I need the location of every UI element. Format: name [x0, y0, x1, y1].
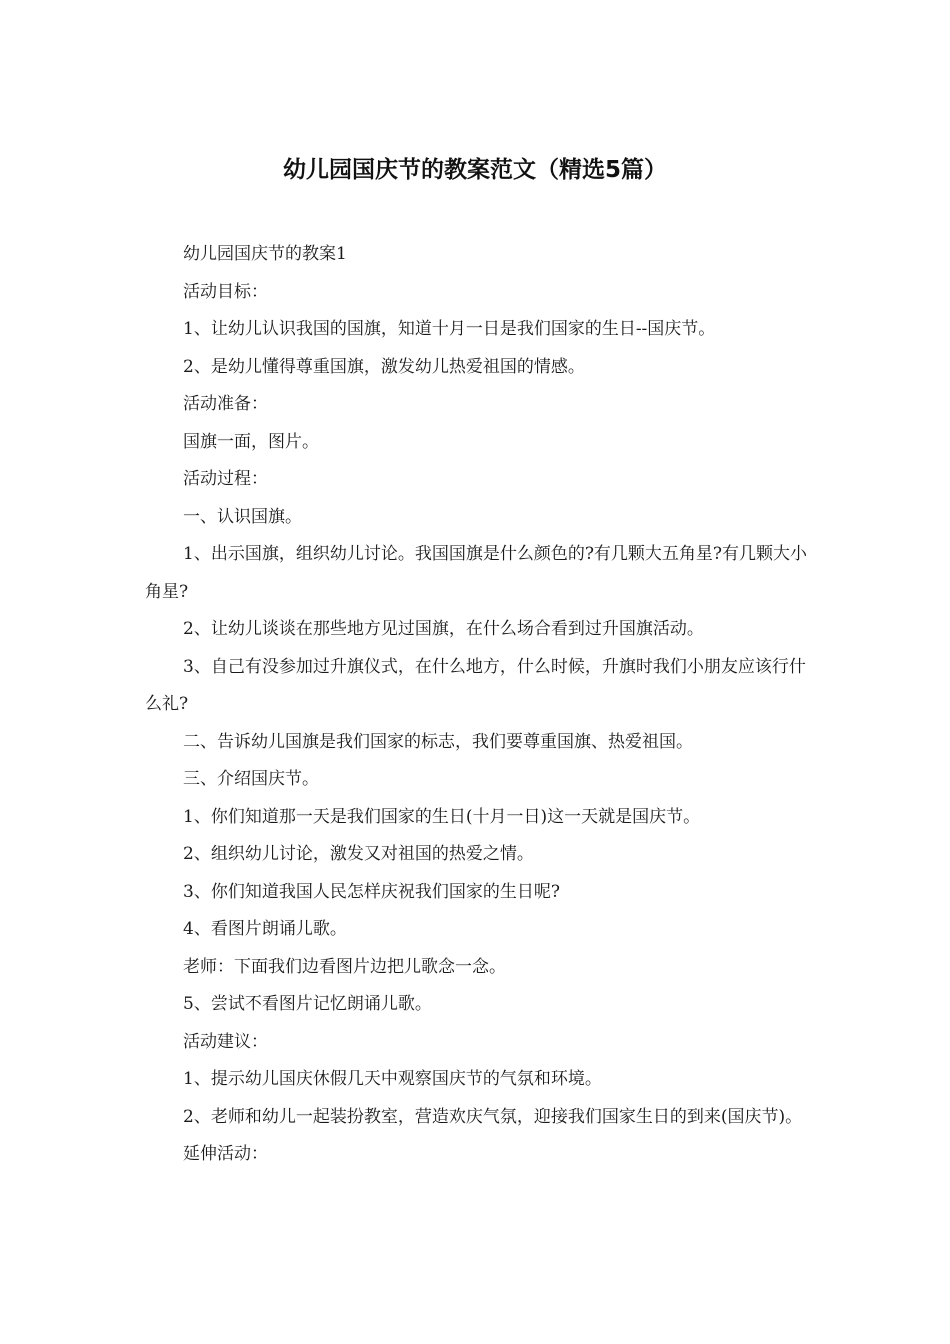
- section-heading: 幼儿园国庆节的教案1: [183, 244, 347, 264]
- paragraph: 一、认识国旗。: [183, 506, 302, 527]
- paragraph: 5、尝试不看图片记忆朗诵儿歌。: [183, 994, 432, 1014]
- paragraph: 延伸活动：: [183, 1144, 268, 1164]
- paragraph: 国旗一面，图片。: [183, 431, 319, 452]
- paragraph: 三、介绍国庆节。: [183, 769, 319, 789]
- paragraph: 1、出示国旗，组织幼儿讨论。我国国旗是什么颜色的?有几颗大五角星?有几颗大小角星?: [145, 544, 808, 602]
- document-body: [145, 236, 810, 1174]
- paragraph: 二、告诉幼儿国旗是我们国家的标志，我们要尊重国旗、热爱祖国。: [183, 731, 693, 752]
- paragraph: 2、是幼儿懂得尊重国旗，激发幼儿热爱祖国的情感。: [183, 356, 585, 377]
- paragraph: 3、自己有没参加过升旗仪式，在什么地方，什么时候，升旗时我们小朋友应该行什么礼?: [145, 656, 806, 714]
- paragraph: 2、组织幼儿讨论，激发又对祖国的热爱之情。: [183, 844, 534, 864]
- paragraph: 活动建议：: [183, 1031, 268, 1052]
- paragraph: 1、让幼儿认识我国的国旗，知道十月一日是我们国家的生日--国庆节。: [183, 319, 716, 339]
- paragraph: 4、看图片朗诵儿歌。: [183, 919, 347, 939]
- paragraph: 活动过程：: [183, 469, 268, 489]
- paragraph: 活动目标：: [183, 281, 268, 302]
- document-title: 幼儿园国庆节的教案范文（精选5篇）: [282, 157, 667, 183]
- paragraph: 老师：下面我们边看图片边把儿歌念一念。: [183, 956, 506, 977]
- paragraph: 2、老师和幼儿一起装扮教室，营造欢庆气氛，迎接我们国家生日的到来(国庆节)。: [183, 1106, 803, 1127]
- paragraph: 3、你们知道我国人民怎样庆祝我们国家的生日呢?: [183, 881, 560, 902]
- paragraph: 1、你们知道那一天是我们国家的生日(十月一日)这一天就是国庆节。: [183, 806, 701, 827]
- paragraph: 2、让幼儿谈谈在那些地方见过国旗，在什么场合看到过升国旗活动。: [183, 619, 704, 639]
- paragraph: 1、提示幼儿国庆休假几天中观察国庆节的气氛和环境。: [183, 1069, 602, 1089]
- paragraph: 活动准备：: [183, 394, 268, 414]
